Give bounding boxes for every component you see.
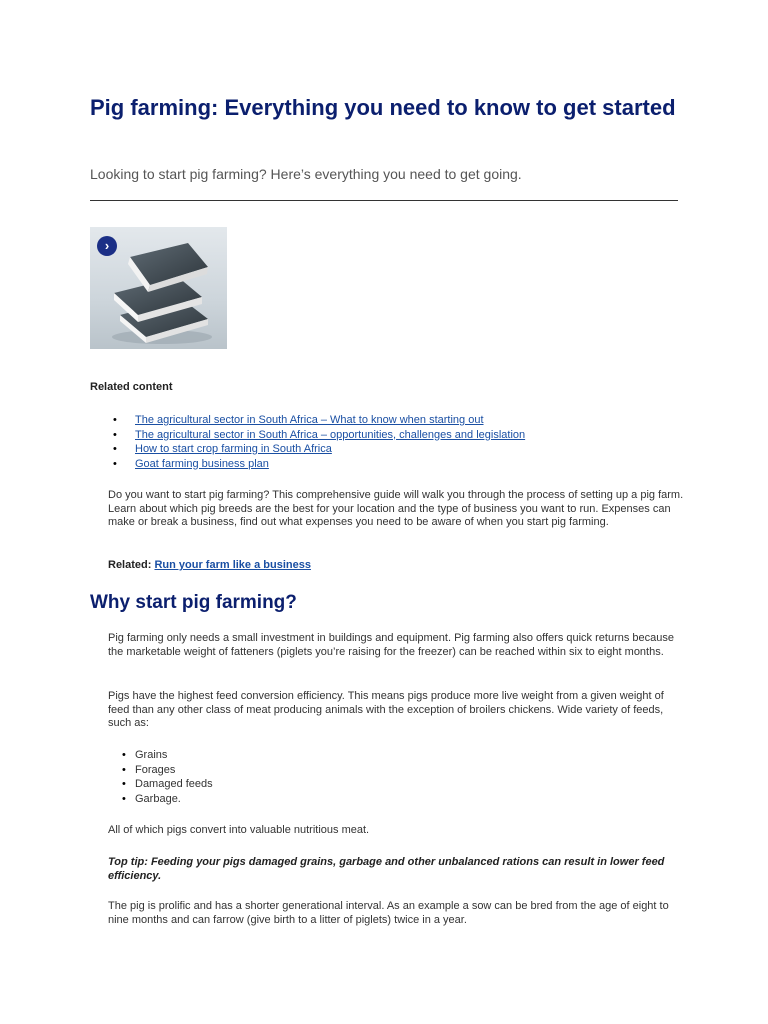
intro-paragraph: Do you want to start pig farming? This comprehensive guide will walk you through the process of setting up a pig farm. Learn about which pig breeds are the best for your location and the type of business you want to run. Expenses can make or break a business, find out what expenses you need to be aware of when you start pig farming. xyxy=(108,489,684,528)
related-link-sector-opportunities[interactable]: The agricultural sector in South Africa – opportunities, challenges and legislation xyxy=(135,428,526,441)
list-item xyxy=(135,457,525,472)
related-inline xyxy=(108,559,311,571)
related-content-heading: Related content xyxy=(90,381,173,393)
related-content-list xyxy=(135,413,525,471)
why-paragraph-1: Pig farming only needs a small investment in buildings and equipment. Pig farming also offers quick returns because the marketable weight of fatteners (piglets you’re raising for the freezer) can be reached within six to eight months. xyxy=(108,632,674,658)
section-heading-why: Why start pig farming? xyxy=(90,592,297,613)
arrow-badge-icon[interactable]: › xyxy=(97,236,117,256)
list-item: • Garbage. xyxy=(135,792,213,807)
related-link-crop-farming[interactable]: How to start crop farming in South Africa xyxy=(135,443,332,455)
list-item: • Grains xyxy=(135,748,213,763)
related-link-run-farm[interactable]: Run your farm like a business xyxy=(154,559,311,571)
list-item xyxy=(135,442,525,457)
books-image[interactable] xyxy=(90,227,227,349)
feed-list xyxy=(135,748,213,806)
why-paragraph-3: All of which pigs convert into valuable nutritious meat. xyxy=(108,824,370,836)
page-title: Pig farming: Everything you need to know to get started xyxy=(90,95,676,120)
title-divider xyxy=(90,200,678,201)
related-link-sector-starting[interactable]: The agricultural sector in South Africa – What to know when starting out xyxy=(135,414,484,426)
related-inline-label: Related: xyxy=(108,559,152,571)
related-link-goat-farming[interactable]: Goat farming business plan xyxy=(135,457,269,470)
why-paragraph-4: The pig is prolific and has a shorter generational interval. As an example a sow can be bred from the age of eight to nine months and can farrow (give birth to a litter of piglets) twice in a year. xyxy=(108,900,669,926)
list-item xyxy=(135,428,525,443)
why-paragraph-2: Pigs have the highest feed conversion efficiency. This means pigs produce more live weight from a given weight of feed than any other class of meat producing animals with the exception of broilers chickens. Wide variety of feeds, such as: xyxy=(108,690,664,729)
list-item: • Forages xyxy=(135,763,213,778)
top-tip: Top tip: Feeding your pigs damaged grains, garbage and other unbalanced rations can result in lower feed efficiency. xyxy=(108,856,665,882)
list-item: • Damaged feeds xyxy=(135,777,213,792)
list-item xyxy=(135,413,525,428)
page-subtitle: Looking to start pig farming? Here’s everything you need to get going. xyxy=(90,166,522,182)
